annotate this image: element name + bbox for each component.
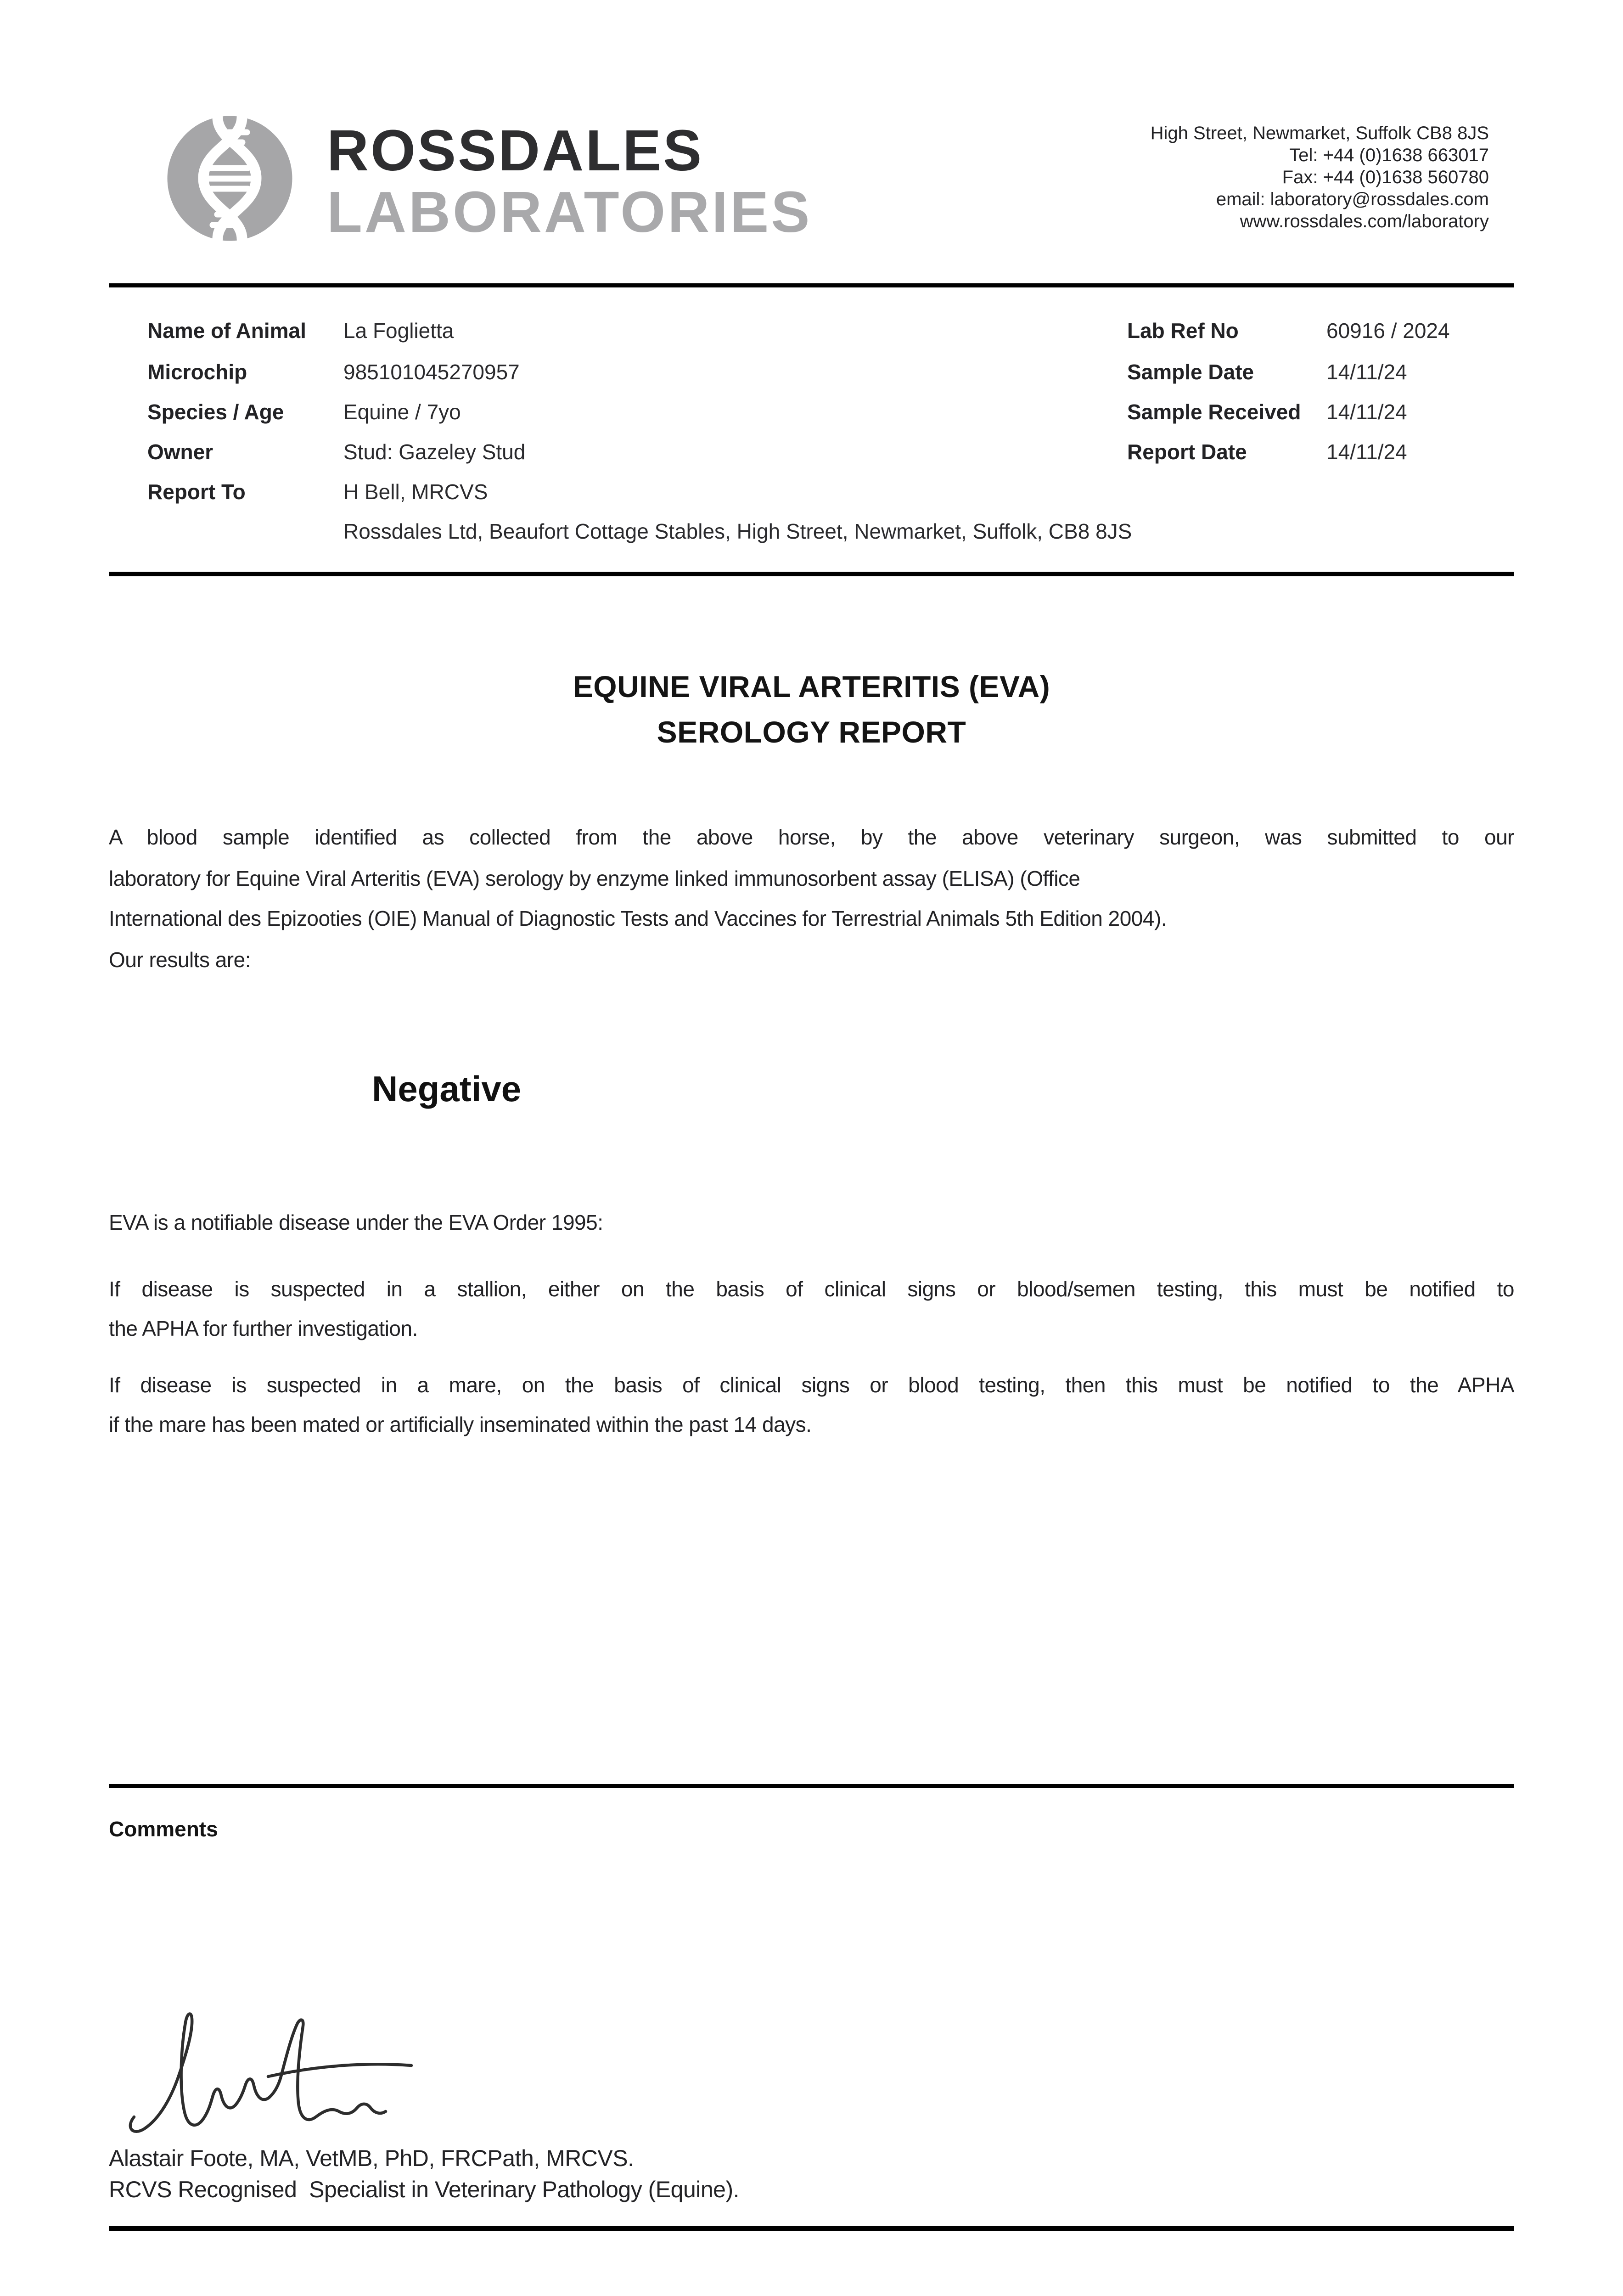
dna-helix-circle-icon	[166, 115, 293, 242]
intro-line-1: A blood sample identified as collected from the above horse, by the above veterinary surgeon, was submitted to our	[109, 825, 1514, 849]
brand-subname: LABORATORIES	[327, 180, 812, 244]
contact-email: email: laboratory@rossdales.com	[1216, 189, 1489, 209]
stallion-line-1: If disease is suspected in a stallion, either on the basis of clinical signs or blood/semen testing, this must be notified to	[109, 1277, 1514, 1301]
report-title-line2: SEROLOGY REPORT	[657, 715, 966, 749]
label-lab-ref-no: Lab Ref No	[1127, 319, 1239, 343]
value-microchip: 985101045270957	[343, 360, 520, 384]
intro-line-3: International des Epizooties (OIE) Manual of Diagnostic Tests and Vaccines for Terrestrial Animals 5th Edition 2004).	[109, 906, 1167, 930]
value-report-to-address: Rossdales Ltd, Beaufort Cottage Stables, High Street, Newmarket, Suffolk, CB8 8JS	[343, 519, 1132, 543]
stallion-line-2: the APHA for further investigation.	[109, 1317, 418, 1340]
mare-line-2: if the mare has been mated or artificially inseminated within the past 14 days.	[109, 1412, 812, 1436]
comments-rule	[109, 1784, 1514, 1788]
label-name-of-animal: Name of Animal	[147, 319, 306, 343]
value-report-to: H Bell, MRCVS	[343, 480, 488, 504]
value-report-date: 14/11/24	[1326, 440, 1407, 464]
brand-wordmark	[327, 120, 812, 243]
value-species-age: Equine / 7yo	[343, 400, 461, 424]
contact-fax: Fax: +44 (0)1638 560780	[1282, 167, 1489, 187]
mare-line-1: If disease is suspected in a mare, on the basis of clinical signs or blood testing, then this must be notified to the APHA	[109, 1373, 1514, 1397]
notifiable-heading: EVA is a notifiable disease under the EVA Order 1995:	[109, 1210, 603, 1234]
label-report-to: Report To	[147, 480, 246, 504]
report-title-line1: EQUINE VIRAL ARTERITIS (EVA)	[573, 670, 1050, 703]
contact-website: www.rossdales.com/laboratory	[1240, 211, 1489, 231]
result-value: Negative	[372, 1069, 522, 1109]
footer-rule	[109, 2226, 1514, 2231]
value-name-of-animal: La Foglietta	[343, 319, 454, 343]
value-sample-date: 14/11/24	[1326, 360, 1407, 384]
value-sample-received: 14/11/24	[1326, 400, 1407, 424]
intro-line-2: laboratory for Equine Viral Arteritis (EVA) serology by enzyme linked immunosorbent assay (ELISA) (Office	[109, 867, 1080, 890]
details-rule	[109, 572, 1514, 576]
label-species-age: Species / Age	[147, 400, 284, 424]
contact-address: High Street, Newmarket, Suffolk CB8 8JS	[1150, 123, 1489, 143]
label-microchip: Microchip	[147, 360, 247, 384]
results-intro: Our results are:	[109, 948, 251, 972]
signature-scribble	[120, 2007, 462, 2158]
signoff-role: RCVS Recognised Specialist in Veterinary Pathology (Equine).	[109, 2177, 740, 2202]
header-rule	[109, 283, 1514, 287]
contact-tel: Tel: +44 (0)1638 663017	[1289, 145, 1489, 165]
signoff-name: Alastair Foote, MA, VetMB, PhD, FRCPath, MRCVS.	[109, 2145, 634, 2171]
label-report-date: Report Date	[1127, 440, 1247, 464]
brand-name: ROSSDALES	[327, 118, 704, 183]
label-sample-date: Sample Date	[1127, 360, 1254, 384]
label-sample-received: Sample Received	[1127, 400, 1301, 424]
value-owner: Stud: Gazeley Stud	[343, 440, 526, 464]
comments-heading: Comments	[109, 1817, 218, 1841]
label-owner: Owner	[147, 440, 213, 464]
contact-block	[1151, 122, 1489, 232]
value-lab-ref-no: 60916 / 2024	[1326, 319, 1450, 343]
